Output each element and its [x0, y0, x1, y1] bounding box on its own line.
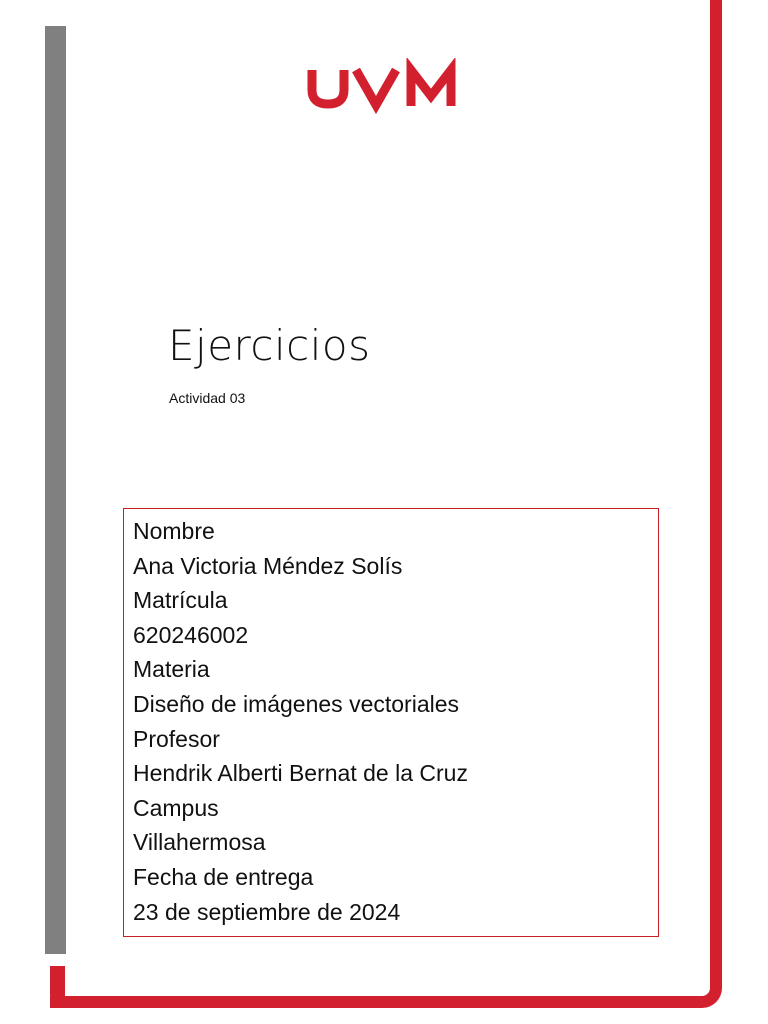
student-info-box: [123, 508, 659, 937]
document-title: Ejercicios: [168, 321, 371, 370]
document-subtitle: Actividad 03: [169, 390, 246, 406]
info-label-campus: Campus: [133, 794, 219, 821]
info-label-profesor: Profesor: [133, 725, 220, 752]
info-value-materia: Diseño de imágenes vectoriales: [133, 690, 460, 717]
info-value-matricula: 620246002: [133, 621, 249, 648]
info-value-profesor: Hendrik Alberti Bernat de la Cruz: [133, 760, 468, 787]
info-label-matricula: Matrícula: [133, 587, 228, 614]
uvm-logo-graphic: [294, 58, 474, 118]
uvm-logo: [294, 58, 474, 118]
info-label-materia: Materia: [133, 656, 210, 683]
red-frame-corner: [50, 966, 65, 1008]
info-value-fecha: 23 de septiembre de 2024: [133, 898, 401, 925]
info-label-nombre: Nombre: [133, 518, 215, 544]
info-value-campus: Villahermosa: [133, 829, 266, 856]
info-value-nombre: Ana Victoria Méndez Solís: [133, 552, 403, 579]
info-label-fecha: Fecha de entrega: [133, 863, 314, 890]
